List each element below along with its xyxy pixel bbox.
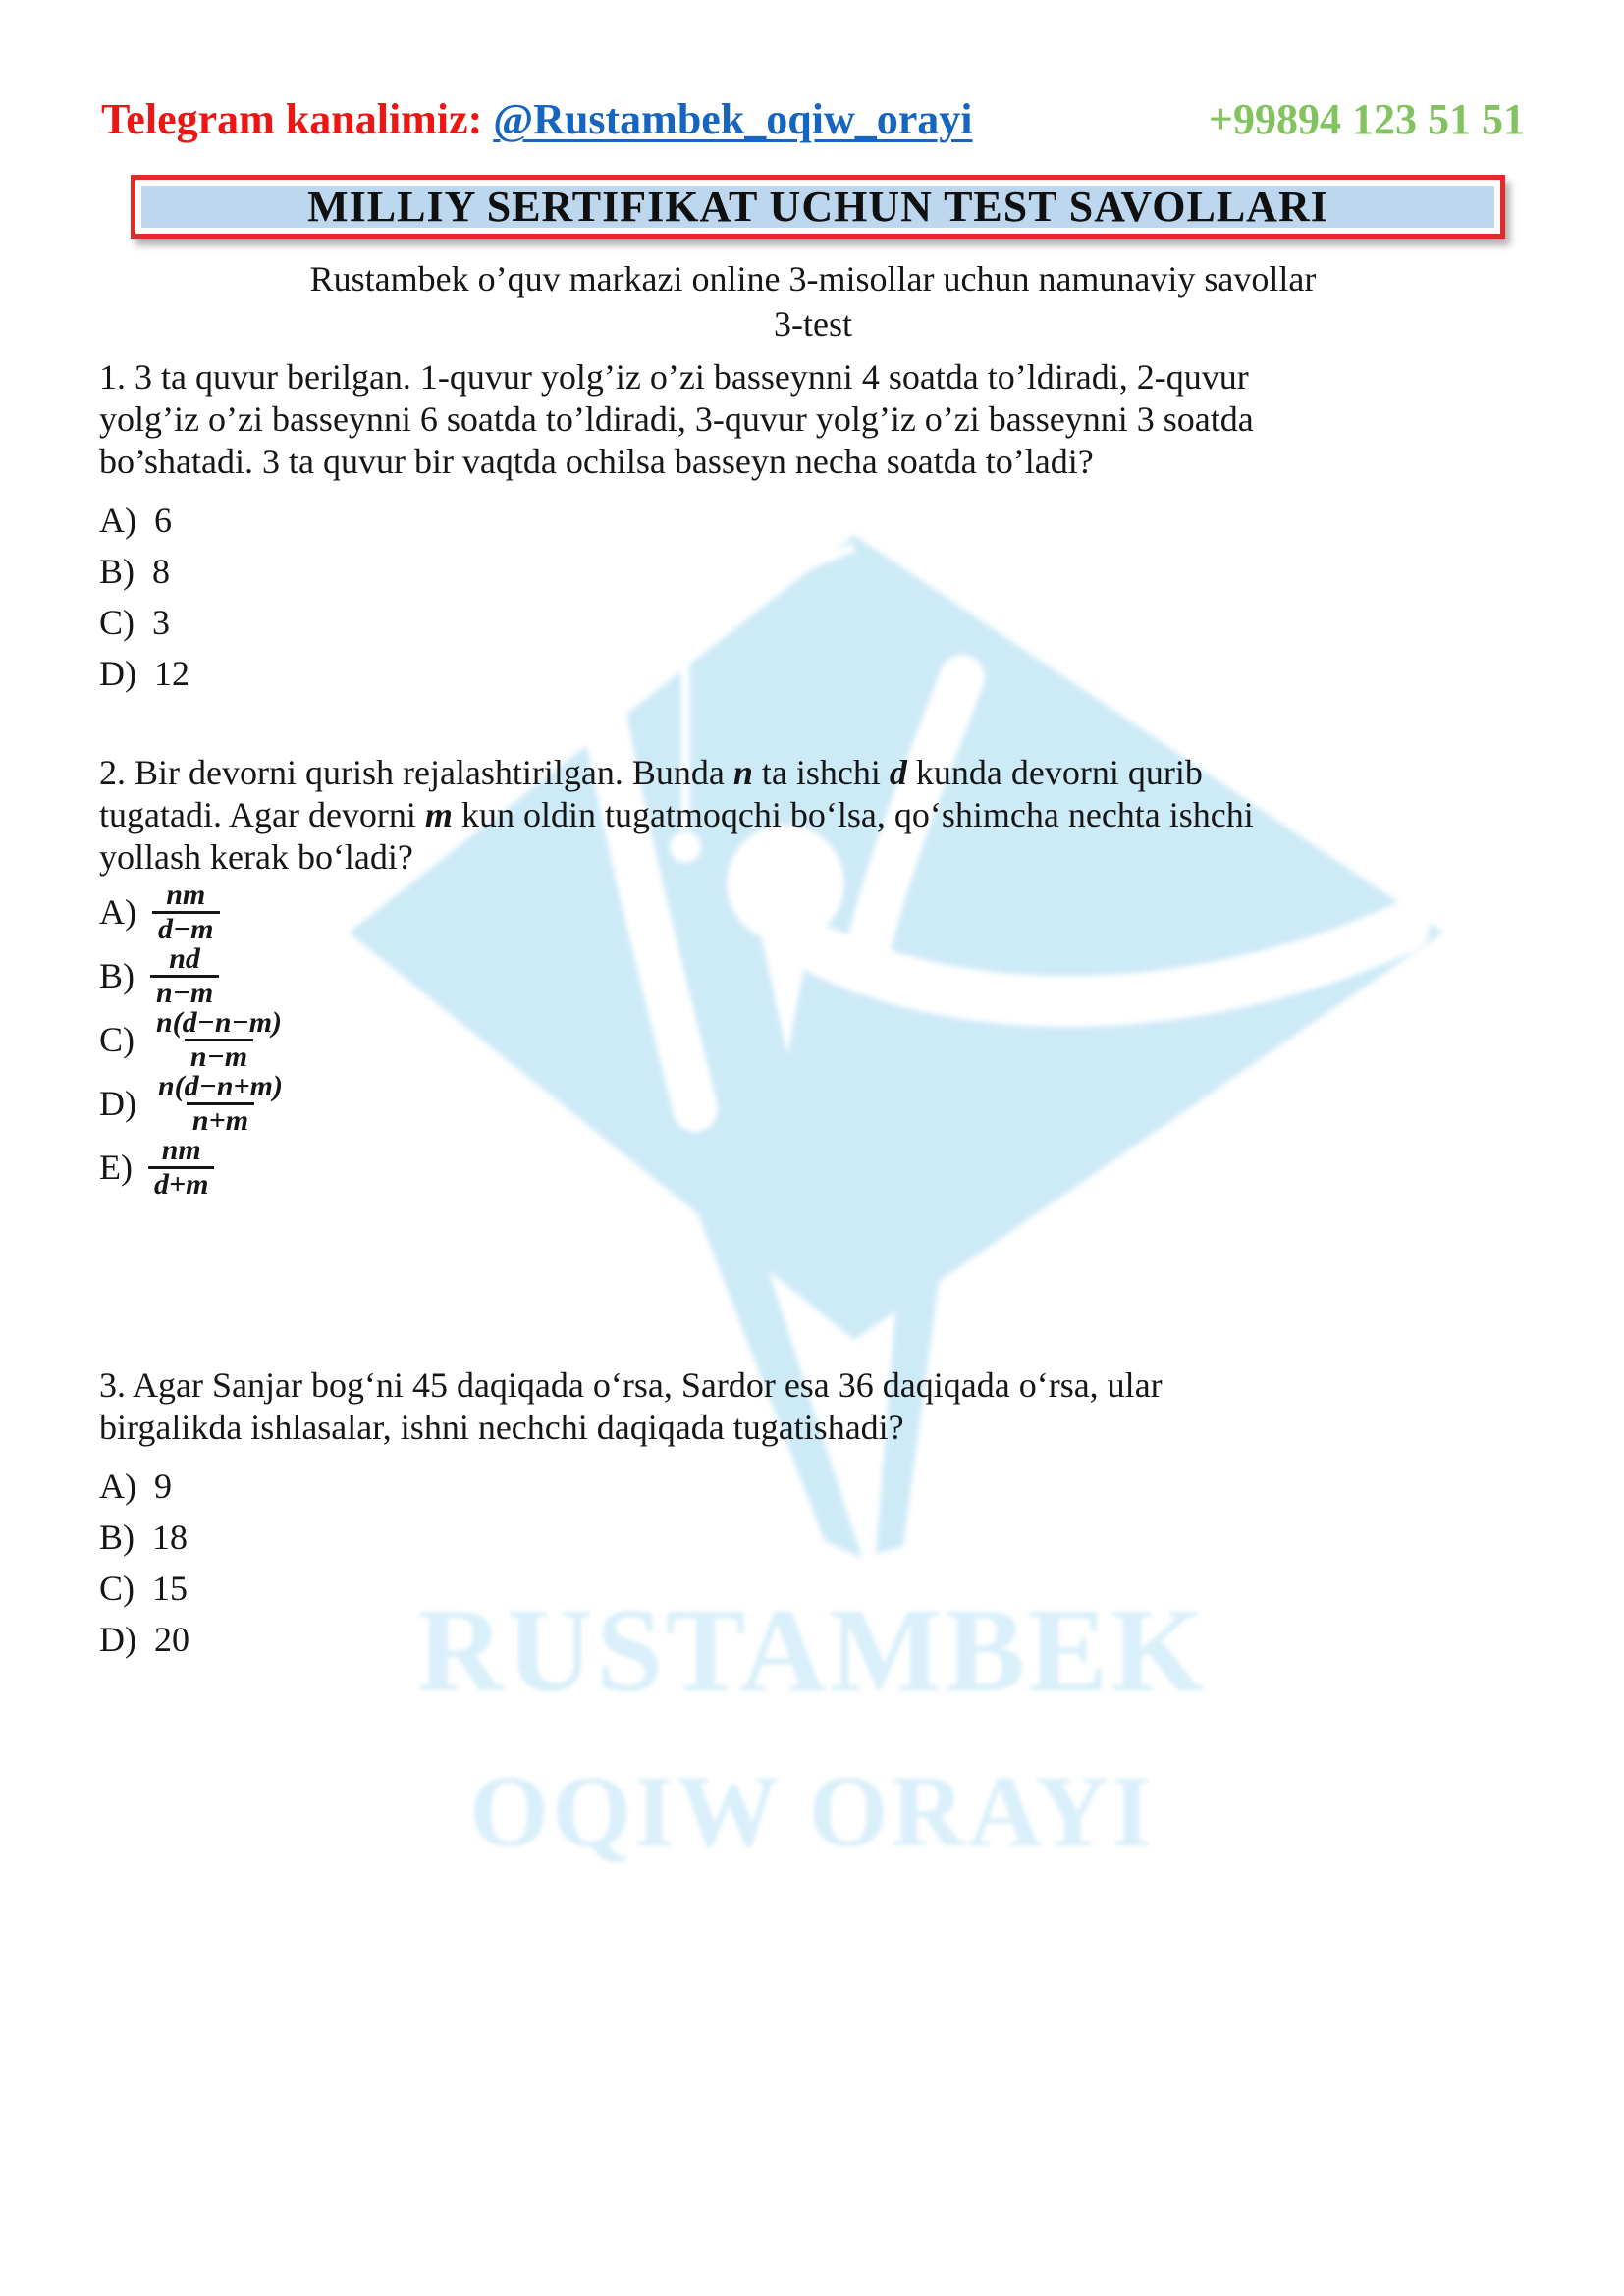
fraction [150, 1008, 288, 1072]
question-text: tugatadi. Agar devorni [99, 795, 425, 834]
question-text: 3. Agar Sanjar bogʻni 45 daqiqada oʻrsa, Sardor esa 36 daqiqada oʻrsa, ular [99, 1365, 1163, 1405]
option-label: B) [99, 956, 135, 995]
answer-option [99, 597, 1527, 648]
answer-options [99, 495, 1527, 699]
question-text-line [99, 1407, 1527, 1449]
question-text-line [99, 441, 1527, 483]
option-label: A) [99, 1467, 136, 1506]
fraction [150, 944, 219, 1008]
option-value: 20 [154, 1620, 189, 1659]
questions-container [99, 356, 1527, 1665]
fraction-denominator: n−m [150, 975, 219, 1008]
fraction-denominator: n+m [187, 1102, 254, 1136]
math-variable: d [889, 753, 907, 792]
option-label: A) [99, 892, 136, 932]
question-text: yolg’iz o’zi basseynni 6 soatda to’ldiradi, 3-quvur yolg’iz o’zi basseynni 3 soatda [99, 400, 1254, 439]
answer-options [99, 881, 1527, 1200]
telegram-label: Telegram kanalimiz: [101, 95, 483, 143]
document-subtitle: Rustambek o’quv markazi online 3-misollar uchun namunaviy savollar [309, 259, 1317, 298]
question [99, 1364, 1527, 1665]
watermark-text-line2: OQIW ORAYI [469, 1755, 1155, 1868]
answer-option [99, 1614, 1527, 1665]
answer-option [99, 1136, 1527, 1200]
title-banner [131, 175, 1505, 239]
answer-option [99, 881, 1527, 944]
fraction [152, 1072, 289, 1136]
question-text: 2. Bir devorni qurish rejalashtirilgan. Bunda [99, 753, 733, 792]
option-label: C) [99, 1569, 135, 1608]
answer-option [99, 1461, 1527, 1512]
option-label: C) [99, 1020, 135, 1059]
fraction-numerator: n(d−n+m) [158, 1070, 283, 1102]
question-text-line [99, 752, 1527, 794]
question-text: birgalikda ishlasalar, ishni nechchi daqiqada tugatishadi? [99, 1408, 904, 1447]
fraction-denominator: n−m [185, 1039, 253, 1072]
question-text-line [99, 836, 1527, 879]
fraction-denominator: d−m [152, 911, 220, 944]
question-text-line [99, 356, 1527, 399]
answer-option [99, 648, 1527, 699]
phone-number: +99894 123 51 51 [1208, 95, 1525, 143]
answer-option [99, 1008, 1527, 1072]
option-value: 8 [152, 552, 170, 591]
option-label: D) [99, 654, 136, 693]
option-label: B) [99, 1518, 135, 1557]
answer-options [99, 1461, 1527, 1665]
question-text-line [99, 1364, 1527, 1407]
option-value: 3 [152, 603, 170, 642]
question [99, 356, 1527, 699]
question-text: ta ishchi [752, 753, 890, 792]
answer-option [99, 1512, 1527, 1563]
answer-option [99, 1072, 1527, 1136]
question-text: kunda devorni qurib [906, 753, 1203, 792]
question-text: yollash kerak boʻladi? [99, 837, 413, 877]
math-variable: m [424, 795, 453, 834]
answer-option [99, 944, 1527, 1008]
document-content [99, 257, 1527, 1665]
fraction-numerator: nd [169, 942, 200, 975]
option-value: 6 [154, 501, 172, 540]
fraction-numerator: n(d−n−m) [156, 1006, 283, 1039]
math-variable: n [732, 753, 753, 792]
test-number-label: 3-test [774, 304, 852, 344]
option-label: D) [99, 1620, 136, 1659]
question-text: bo’shatadi. 3 ta quvur bir vaqtda ochilsa basseyn necha soatda to’ladi? [99, 442, 1094, 481]
fraction-denominator: d+m [148, 1166, 214, 1200]
option-label: B) [99, 552, 135, 591]
answer-option [99, 1563, 1527, 1614]
telegram-channel-link[interactable]: @Rustambek_oqiw_orayi [493, 95, 973, 143]
option-label: A) [99, 501, 136, 540]
question-text: 1. 3 ta quvur berilgan. 1-quvur yolg’iz o’zi basseynni 4 soatda to’ldiradi, 2-quvur [99, 357, 1249, 397]
fraction [152, 881, 220, 944]
question-text-line [99, 399, 1527, 441]
option-label: D) [99, 1084, 136, 1123]
option-value: 15 [152, 1569, 188, 1608]
watermark-text-line1: RUSTAMBEK [416, 1584, 1208, 1717]
page-header [101, 96, 1525, 143]
answer-option [99, 495, 1527, 546]
fraction-numerator: nm [161, 1134, 201, 1166]
option-value: 9 [154, 1467, 172, 1506]
option-label: C) [99, 603, 135, 642]
question [99, 752, 1527, 1200]
fraction [148, 1136, 214, 1200]
question-text: kun oldin tugatmoqchi boʻlsa, qoʻshimcha nechta ishchi [452, 795, 1254, 834]
fraction-numerator: nm [166, 879, 206, 911]
answer-option [99, 546, 1527, 597]
telegram-channel-line [101, 96, 973, 143]
page-title: MILLIY SERTIFIKAT UCHUN TEST SAVOLLARI [141, 186, 1494, 228]
question-text-line [99, 794, 1527, 836]
option-value: 12 [154, 654, 189, 693]
option-label: E) [99, 1148, 133, 1187]
option-value: 18 [152, 1518, 188, 1557]
